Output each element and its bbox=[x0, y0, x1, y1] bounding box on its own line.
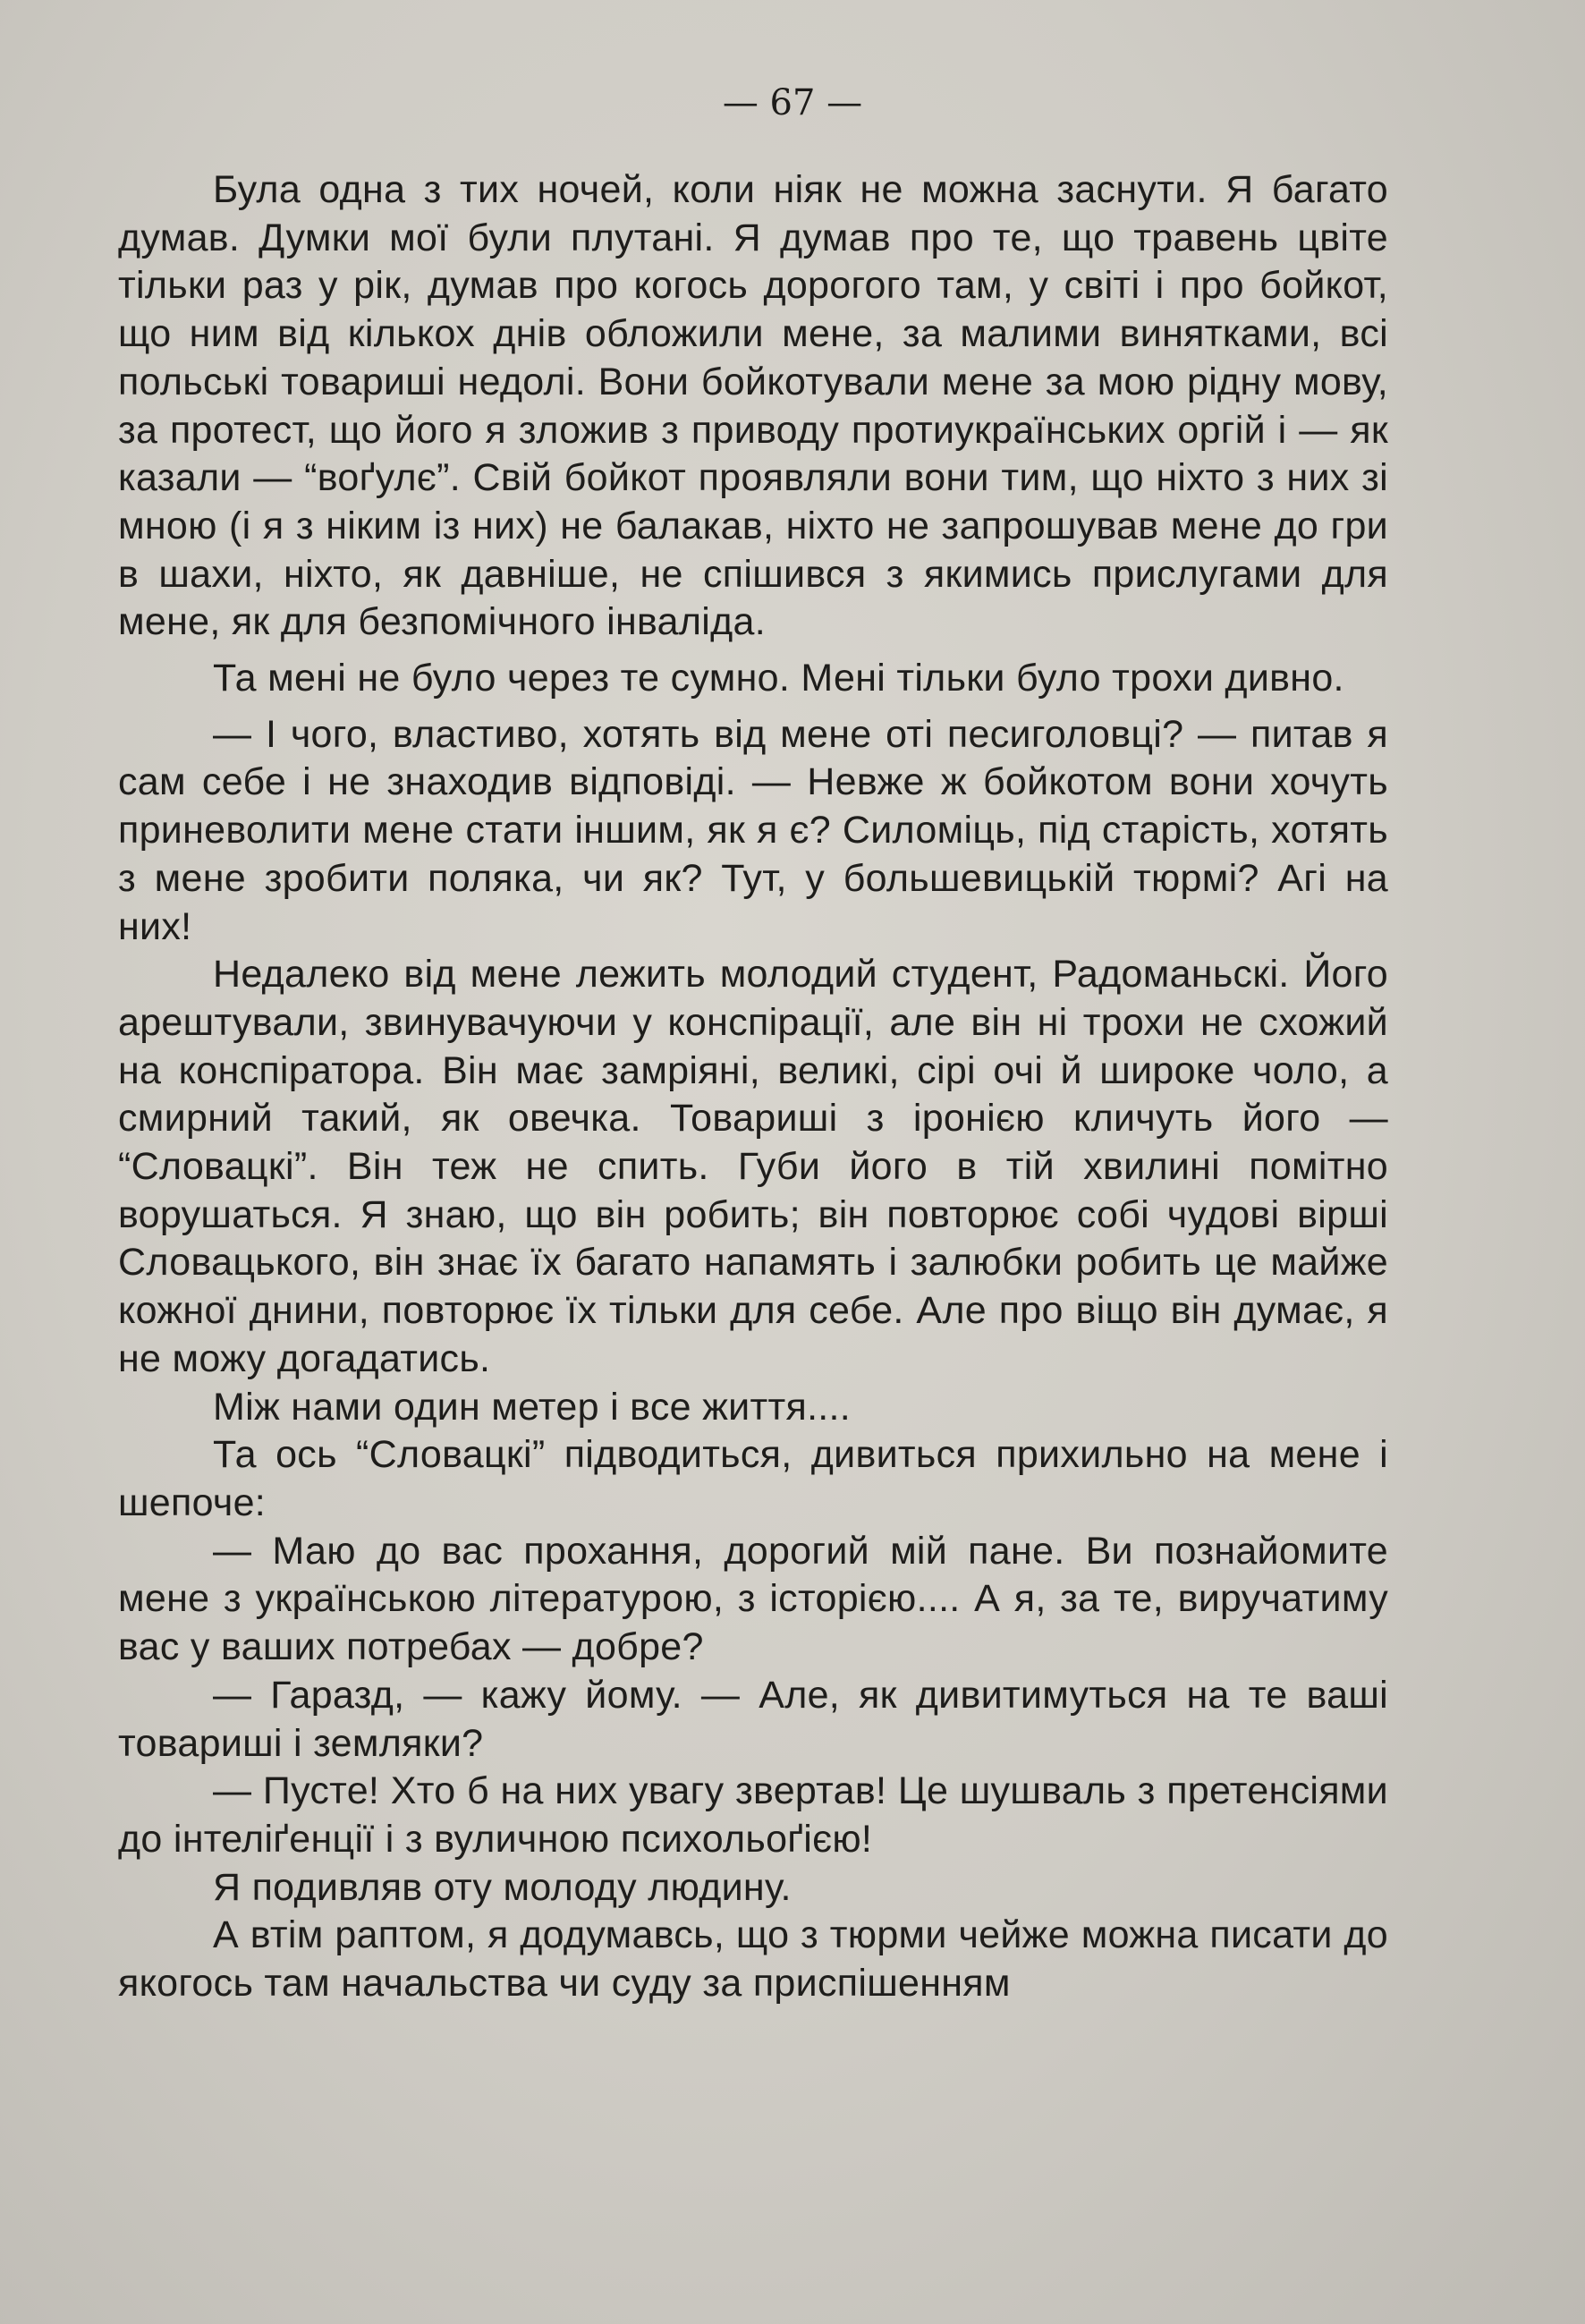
page-text bbox=[118, 166, 1388, 2008]
paragraph: Та ось “Словацкі” підводиться, дивиться прихильно на мене і шепоче: bbox=[118, 1433, 1388, 1524]
paragraph: — Маю до вас прохання, дорогий мій пане. Ви познайомите мене з українською літературою, з історією.... А я, за те, виручатиму вас у ваших потребах — добре? bbox=[118, 1529, 1388, 1669]
paragraph: — Гаразд, — кажу йому. — Але, як дивитимуться на те ваші товариші і земляки? bbox=[118, 1673, 1388, 1765]
paragraph: Між нами один метер і все життя.... bbox=[213, 1385, 852, 1429]
paragraph: Я подивляв оту молоду людину. bbox=[213, 1865, 792, 1909]
paragraph: Та мені не було через те сумно. Мені тільки було трохи дивно. bbox=[213, 657, 1344, 700]
paragraph: Була одна з тих ночей, коли ніяк не можна заснути. Я багато думав. Думки мої були плутані. Я думав про те, що травень цвіте тільки раз у рік, думав про когось дорогого там, у світі і про бойкот, що ним від кількох днів обложили мене, за малими винятками, всі польські товариші недолі. Вони бойкотували мене за мою рідну мову, за протест, що його я зложив з приводу протиукраїнських оргій і — як казали — “воґулє”. Свій бойкот проявляли вони тим, що ніхто з них зі мною (і я з ніким із них) не балакав, ніхто не запрошував мене до гри в шахи, ніхто, як давніше, не спішився з якимись прислугами для мене, як для безпомічного інваліда. bbox=[118, 168, 1388, 644]
page-number: — 67 — bbox=[722, 82, 863, 123]
paragraph: — І чого, властиво, хотять від мене оті песиголовці? — питав я сам себе і не знаходив відповіді. — Невже ж бойкотом вони хочуть приневолити мене стати іншим, як я є? Силоміць, під старість, хотять з мене зробити поляка, чи як? Тут, у большевицькій тюрмі? Агі на них! bbox=[118, 712, 1388, 948]
paragraph: — Пусте! Хто б на них увагу звертав! Це шушваль з претенсіями до інтеліґенції і з вуличною психольоґією! bbox=[118, 1769, 1388, 1861]
paragraph: Недалеко від мене лежить молодий студент, Радоманьскі. Його арештували, звинувачуючи у конспірації, але він ні трохи не схожий на конспіратора. Він має замріяні, великі, сірі очі й широке чоло, а смирний такий, як овечка. Товариші з іронією кличуть його — “Словацкі”. Він теж не спить. Губи його в тій хвилині помітно ворушаться. Я знаю, що він робить; він повторює собі чудові вірші Словацького, він знає їх багато напамять і залюбки робить це майже кожної днини, повторює їх тільки для себе. Але про віщо він думає, я не можу догадатись. bbox=[118, 953, 1388, 1380]
paragraph: А втім раптом, я додумавсь, що з тюрми чейже можна писати до якогось там начальства чи суду за приспішенням bbox=[118, 1913, 1388, 2006]
